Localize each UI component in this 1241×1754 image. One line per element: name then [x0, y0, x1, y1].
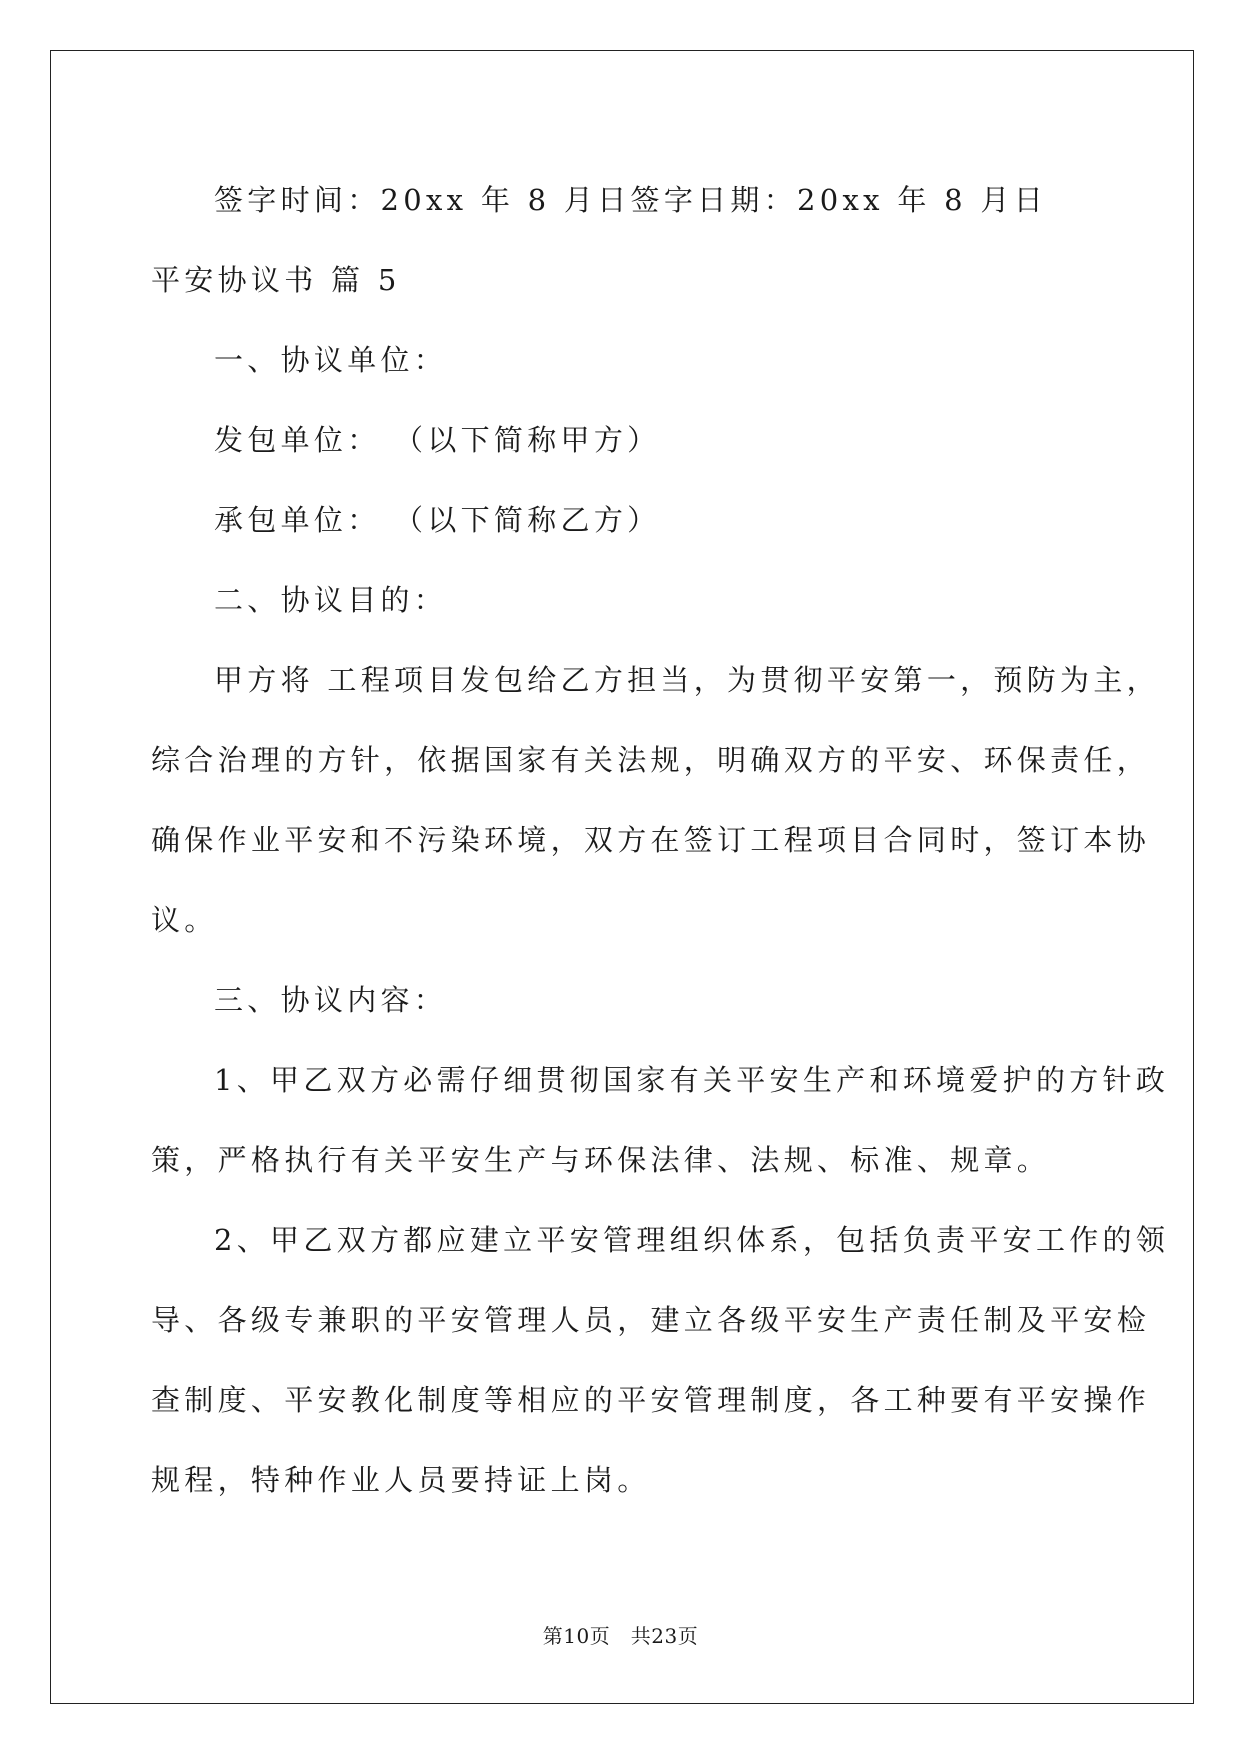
clause-2-line: 查制度、平安教化制度等相应的平安管理制度，各工种要有平安操作 — [151, 1383, 1151, 1417]
clause-2-line: 规程，特种作业人员要持证上岗。 — [151, 1463, 651, 1497]
clause-2-line: 2、甲乙双方都应建立平安管理组织体系，包括负责平安工作的领 — [214, 1223, 1170, 1257]
page-footer — [0, 1620, 1241, 1649]
purpose-paragraph-line: 确保作业平安和不污染环境，双方在签订工程项目合同时，签订本协 — [151, 823, 1151, 857]
heading-parties: 一、协议单位： — [214, 343, 448, 377]
purpose-paragraph-line: 甲方将 工程项目发包给乙方担当，为贯彻平安第一，预防为主， — [214, 663, 1160, 697]
page-number: 10 — [563, 1624, 590, 1648]
page-prefix: 第 — [542, 1624, 564, 1648]
heading-purpose: 二、协议目的： — [214, 583, 448, 617]
purpose-paragraph-line: 综合治理的方针，依据国家有关法规，明确双方的平安、环保责任， — [151, 743, 1151, 777]
party-a-line: 发包单位： （以下简称甲方） — [214, 423, 661, 457]
clause-1-line: 策，严格执行有关平安生产与环保法律、法规、标准、规章。 — [151, 1143, 1051, 1177]
page-suffix: 页 — [677, 1624, 699, 1648]
clause-1-line: 1、甲乙双方必需仔细贯彻国家有关平安生产和环境爱护的方针政 — [214, 1063, 1170, 1097]
party-b-line: 承包单位： （以下简称乙方） — [214, 503, 661, 537]
signature-line: 签字时间：20xx 年 8 月日签字日期：20xx 年 8 月日 — [214, 183, 1048, 217]
heading-content: 三、协议内容： — [214, 983, 448, 1017]
page-mid: 页 共 — [589, 1624, 652, 1648]
purpose-paragraph-line: 议。 — [151, 903, 218, 937]
document-body — [151, 160, 1170, 1520]
clause-2-line: 导、各级专兼职的平安管理人员，建立各级平安生产责任制及平安检 — [151, 1303, 1151, 1337]
total-pages: 23 — [651, 1624, 678, 1648]
section-title: 平安协议书 篇 5 — [151, 263, 401, 297]
